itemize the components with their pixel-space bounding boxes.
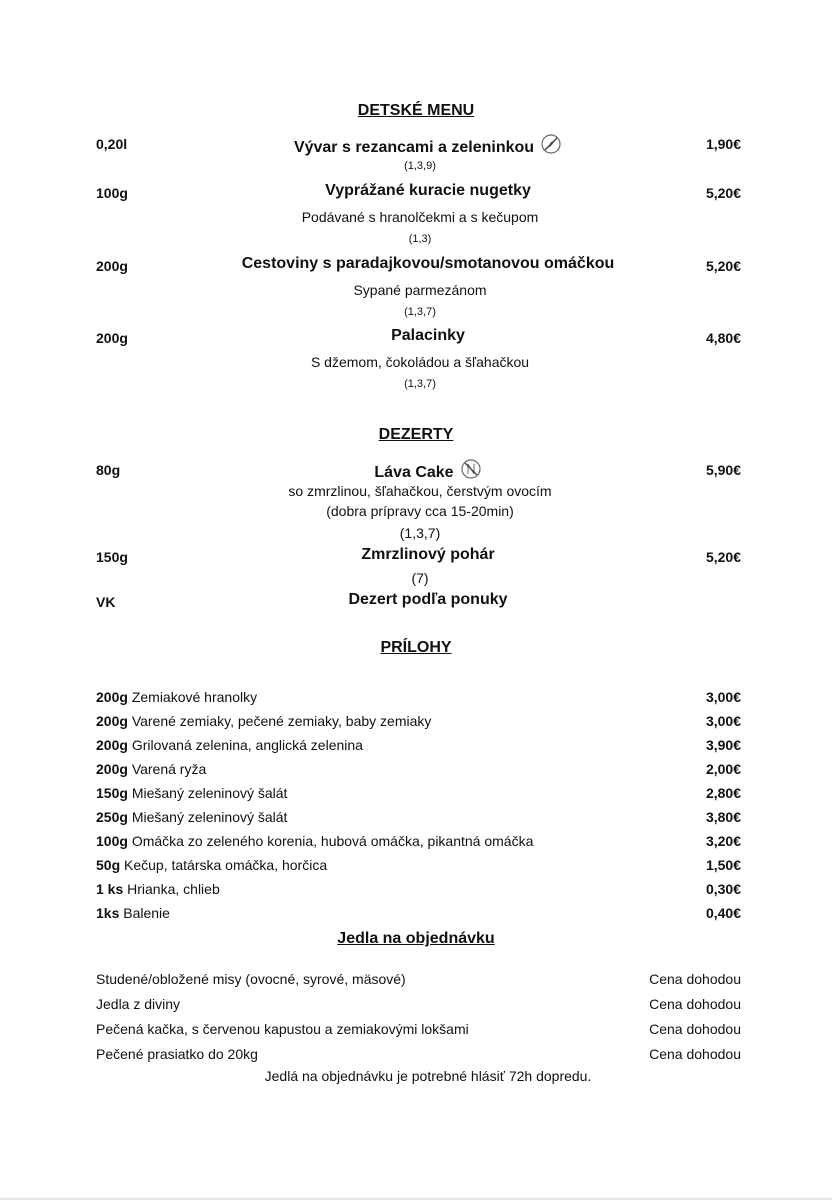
menu-item-description: S džemom, čokoládou a šľahačkou: [310, 354, 530, 370]
menu-item-allergens: (1,3,7): [399, 525, 441, 541]
side-item-name: Varená ryža: [131, 761, 207, 777]
side-item: [96, 881, 220, 897]
on-order-item-price: Cena dohodou: [649, 996, 741, 1012]
side-item-price: 2,00€: [705, 761, 741, 777]
side-item-price: 1,50€: [705, 857, 741, 873]
side-item-price: 2,80€: [705, 785, 741, 801]
on-order-item-price: Cena dohodou: [649, 1021, 741, 1037]
menu-item-name: Vyprážané kuracie nugetky: [325, 182, 531, 199]
side-item-qty: 250g: [96, 809, 128, 825]
side-item: [96, 905, 170, 921]
side-item-qty: 200g: [96, 761, 128, 777]
menu-item-allergens: (1,3,7): [404, 378, 436, 390]
menu-item-allergens: (1,3,9): [404, 160, 436, 172]
desserts-heading: DEZERTY: [378, 426, 454, 443]
side-item-name: Omáčka zo zeleného korenia, hubová omáčka, pikantná omáčka: [131, 833, 534, 849]
menu-item-description: Sypané parmezánom: [353, 282, 487, 298]
menu-item-qty: VK: [96, 594, 116, 610]
side-item-name: Varené zemiaky, pečené zemiaky, baby zemiaky: [131, 713, 432, 729]
side-item-qty: 50g: [96, 857, 121, 873]
side-item: [96, 761, 206, 777]
menu-item-prep-note: (dobra prípravy cca 15-20min): [326, 503, 514, 519]
on-order-item-name: Pečené prasiatko do 20kg: [96, 1046, 258, 1062]
side-item-name: Miešaný zeleninový šalát: [131, 809, 288, 825]
sides-heading: PRÍLOHY: [380, 639, 452, 656]
no-gluten-icon: [540, 133, 562, 160]
on-order-item-name: Studené/obložené misy (ovocné, syrové, mäsové): [96, 971, 406, 987]
side-item-price: 0,30€: [705, 881, 741, 897]
side-item: [96, 713, 431, 729]
menu-item-allergens: (1,3,7): [404, 306, 436, 318]
on-order-item-price: Cena dohodou: [649, 971, 741, 987]
side-item: [96, 857, 327, 873]
menu-item-name: Zmrzlinový pohár: [361, 546, 495, 563]
menu-item-allergens: (1,3): [408, 233, 432, 245]
on-order-heading: Jedla na objednávku: [337, 930, 495, 947]
menu-item-qty: 100g: [96, 185, 128, 201]
menu-item-qty: 0,20l: [96, 136, 128, 152]
side-item-name: Miešaný zeleninový šalát: [131, 785, 288, 801]
menu-item-allergens: (7): [411, 570, 429, 586]
side-item: [96, 809, 287, 825]
side-item-qty: 150g: [96, 785, 128, 801]
side-item-price: 0,40€: [705, 905, 741, 921]
menu-item-price: 5,90€: [705, 462, 741, 478]
on-order-item-name: Pečená kačka, s červenou kapustou a zemiakovými lokšami: [96, 1021, 469, 1037]
side-item-name: Grilovaná zelenina, anglická zelenina: [131, 737, 363, 753]
menu-item-price: 5,20€: [705, 258, 741, 274]
menu-item-price: 5,20€: [705, 185, 741, 201]
side-item-price: 3,00€: [705, 689, 741, 705]
side-item-price: 3,00€: [705, 713, 741, 729]
menu-item-qty: 80g: [96, 462, 121, 478]
menu-item-description: so zmrzlinou, šľahačkou, čerstvým ovocím: [288, 483, 552, 499]
side-item-qty: 200g: [96, 713, 128, 729]
side-item-name: Zemiakové hranolky: [131, 689, 258, 705]
side-item-name: Balenie: [123, 905, 170, 921]
kids-menu-heading: DETSKÉ MENU: [357, 102, 475, 119]
side-item: [96, 833, 533, 849]
side-item-qty: 200g: [96, 689, 128, 705]
side-item: [96, 785, 287, 801]
side-item-price: 3,20€: [705, 833, 741, 849]
side-item-qty: 100g: [96, 833, 128, 849]
menu-item-qty: 200g: [96, 258, 128, 274]
side-item: [96, 737, 363, 753]
menu-item-price: 5,20€: [705, 549, 741, 565]
on-order-item-price: Cena dohodou: [649, 1046, 741, 1062]
menu-item-price: 4,80€: [705, 330, 741, 346]
menu-item-qty: 200g: [96, 330, 128, 346]
menu-item-qty: 150g: [96, 549, 128, 565]
side-item-name: Kečup, tatárska omáčka, horčica: [124, 857, 328, 873]
side-item-qty: 200g: [96, 737, 128, 753]
menu-item-price: 1,90€: [705, 136, 741, 152]
menu-item-description: Podávané s hranolčekmi a s kečupom: [301, 209, 539, 225]
side-item-qty: 1 ks: [96, 881, 124, 897]
on-order-item-name: Jedla z diviny: [96, 996, 181, 1012]
side-item-price: 3,90€: [705, 737, 741, 753]
menu-item-name: Láva Cake: [0, 458, 832, 485]
menu-item-name: Dezert podľa ponuky: [348, 591, 508, 608]
menu-item-name: Cestoviny s paradajkovou/smotanovou omáčkou: [241, 255, 615, 272]
side-item: [96, 689, 257, 705]
on-order-note: Jedlá na objednávku je potrebné hlásiť 72h dopredu.: [264, 1068, 592, 1084]
side-item-price: 3,80€: [705, 809, 741, 825]
menu-item-name: Palacinky: [391, 327, 465, 344]
menu-item-name: Vývar s rezancami a zeleninkou: [0, 133, 832, 160]
side-item-qty: 1ks: [96, 905, 120, 921]
side-item-name: Hrianka, chlieb: [127, 881, 220, 897]
no-nuts-icon: [460, 458, 482, 485]
